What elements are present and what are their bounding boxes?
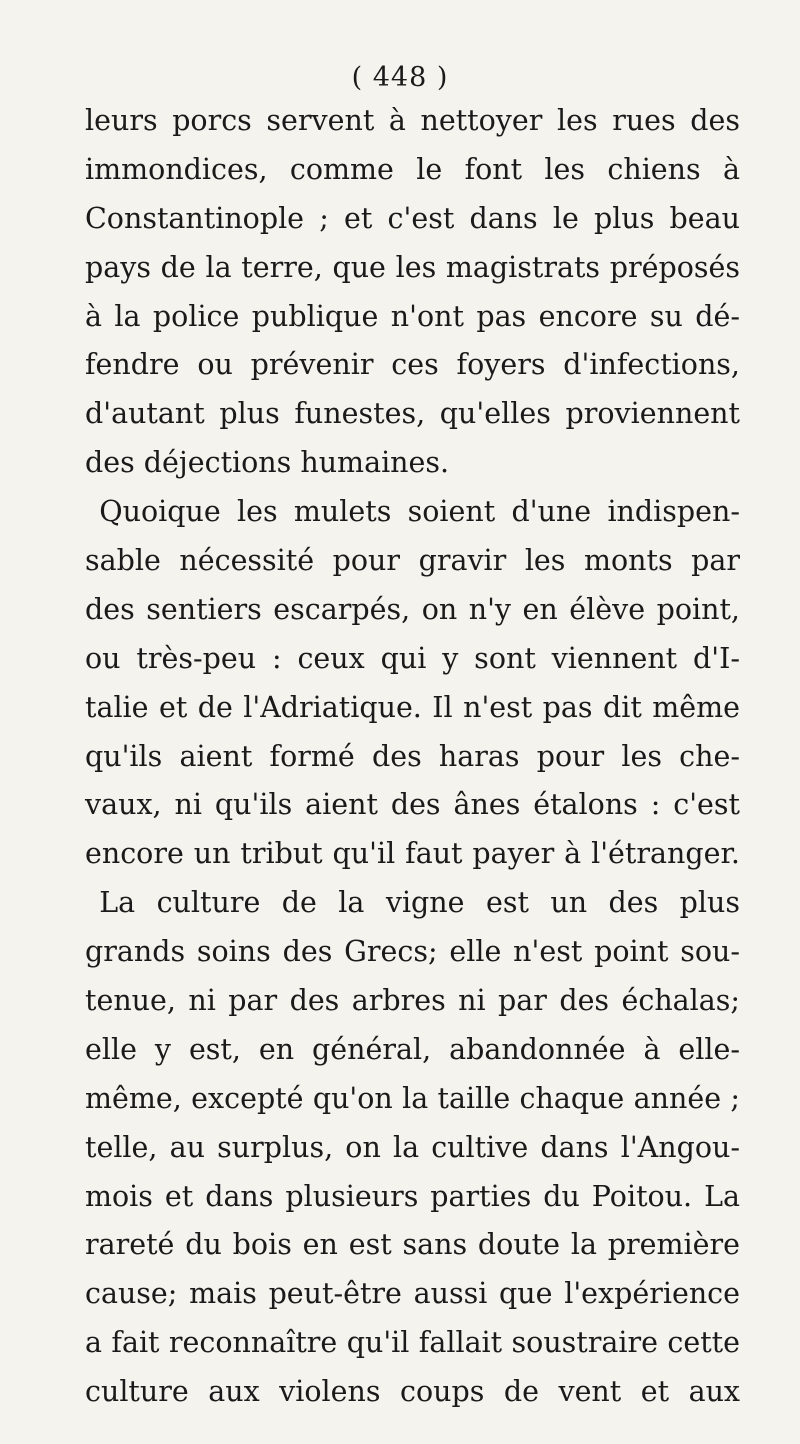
text-line: d'autant plus funestes, qu'elles proviennent xyxy=(85,397,740,431)
text-line: telle, au surplus, on la cultive dans l'Angou- xyxy=(85,1130,740,1164)
text-line: sable nécessité pour gravir les monts par xyxy=(85,544,740,578)
text-line: culture aux violens coups de vent et aux xyxy=(85,1375,740,1409)
text-line: vaux, ni qu'ils aient des ânes étalons : c'est xyxy=(85,788,740,822)
text-line: Quoique les mulets soient d'une indispen- xyxy=(99,495,740,529)
text-line: Constantinople ; et c'est dans le plus beau xyxy=(85,201,740,235)
text-line: grands soins des Grecs; elle n'est point sou- xyxy=(85,935,740,969)
text-line: tenue, ni par des arbres ni par des échalas; xyxy=(85,984,740,1018)
text-line: des déjections humaines. xyxy=(85,446,450,480)
text-line: immondices, comme le font les chiens à xyxy=(85,152,740,186)
text-line: mois et dans plusieurs parties du Poitou. La xyxy=(85,1179,740,1213)
text-line: encore un tribut qu'il faut payer à l'étranger. xyxy=(85,837,740,871)
text-line: leurs porcs servent à nettoyer les rues des xyxy=(85,104,740,137)
page-number-header: ( 448 ) xyxy=(351,62,449,93)
text-line: des sentiers escarpés, on n'y en élève point, xyxy=(85,592,740,626)
text-line: cause; mais peut-être aussi que l'expérience xyxy=(85,1277,740,1311)
text-line: pays de la terre, que les magistrats préposés xyxy=(85,250,740,284)
text-line: a fait reconnaître qu'il fallait soustraire cette xyxy=(85,1326,740,1360)
text-line: ou très-peu : ceux qui y sont viennent d'I- xyxy=(85,641,740,675)
text-line: à la police publique n'ont pas encore su dé- xyxy=(85,299,740,333)
text-line: talie et de l'Adriatique. Il n'est pas dit même xyxy=(85,690,740,724)
text-line: même, excepté qu'on la taille chaque année ; xyxy=(85,1081,740,1115)
text-line: elle y est, en général, abandonnée à elle- xyxy=(85,1032,740,1066)
text-line: fendre ou prévenir ces foyers d'infections, xyxy=(85,348,740,382)
text-line: qu'ils aient formé des haras pour les che- xyxy=(85,739,740,773)
text-line: rareté du bois en est sans doute la première xyxy=(85,1228,740,1262)
text-line: La culture de la vigne est un des plus xyxy=(99,886,740,920)
body-text xyxy=(85,97,740,1417)
